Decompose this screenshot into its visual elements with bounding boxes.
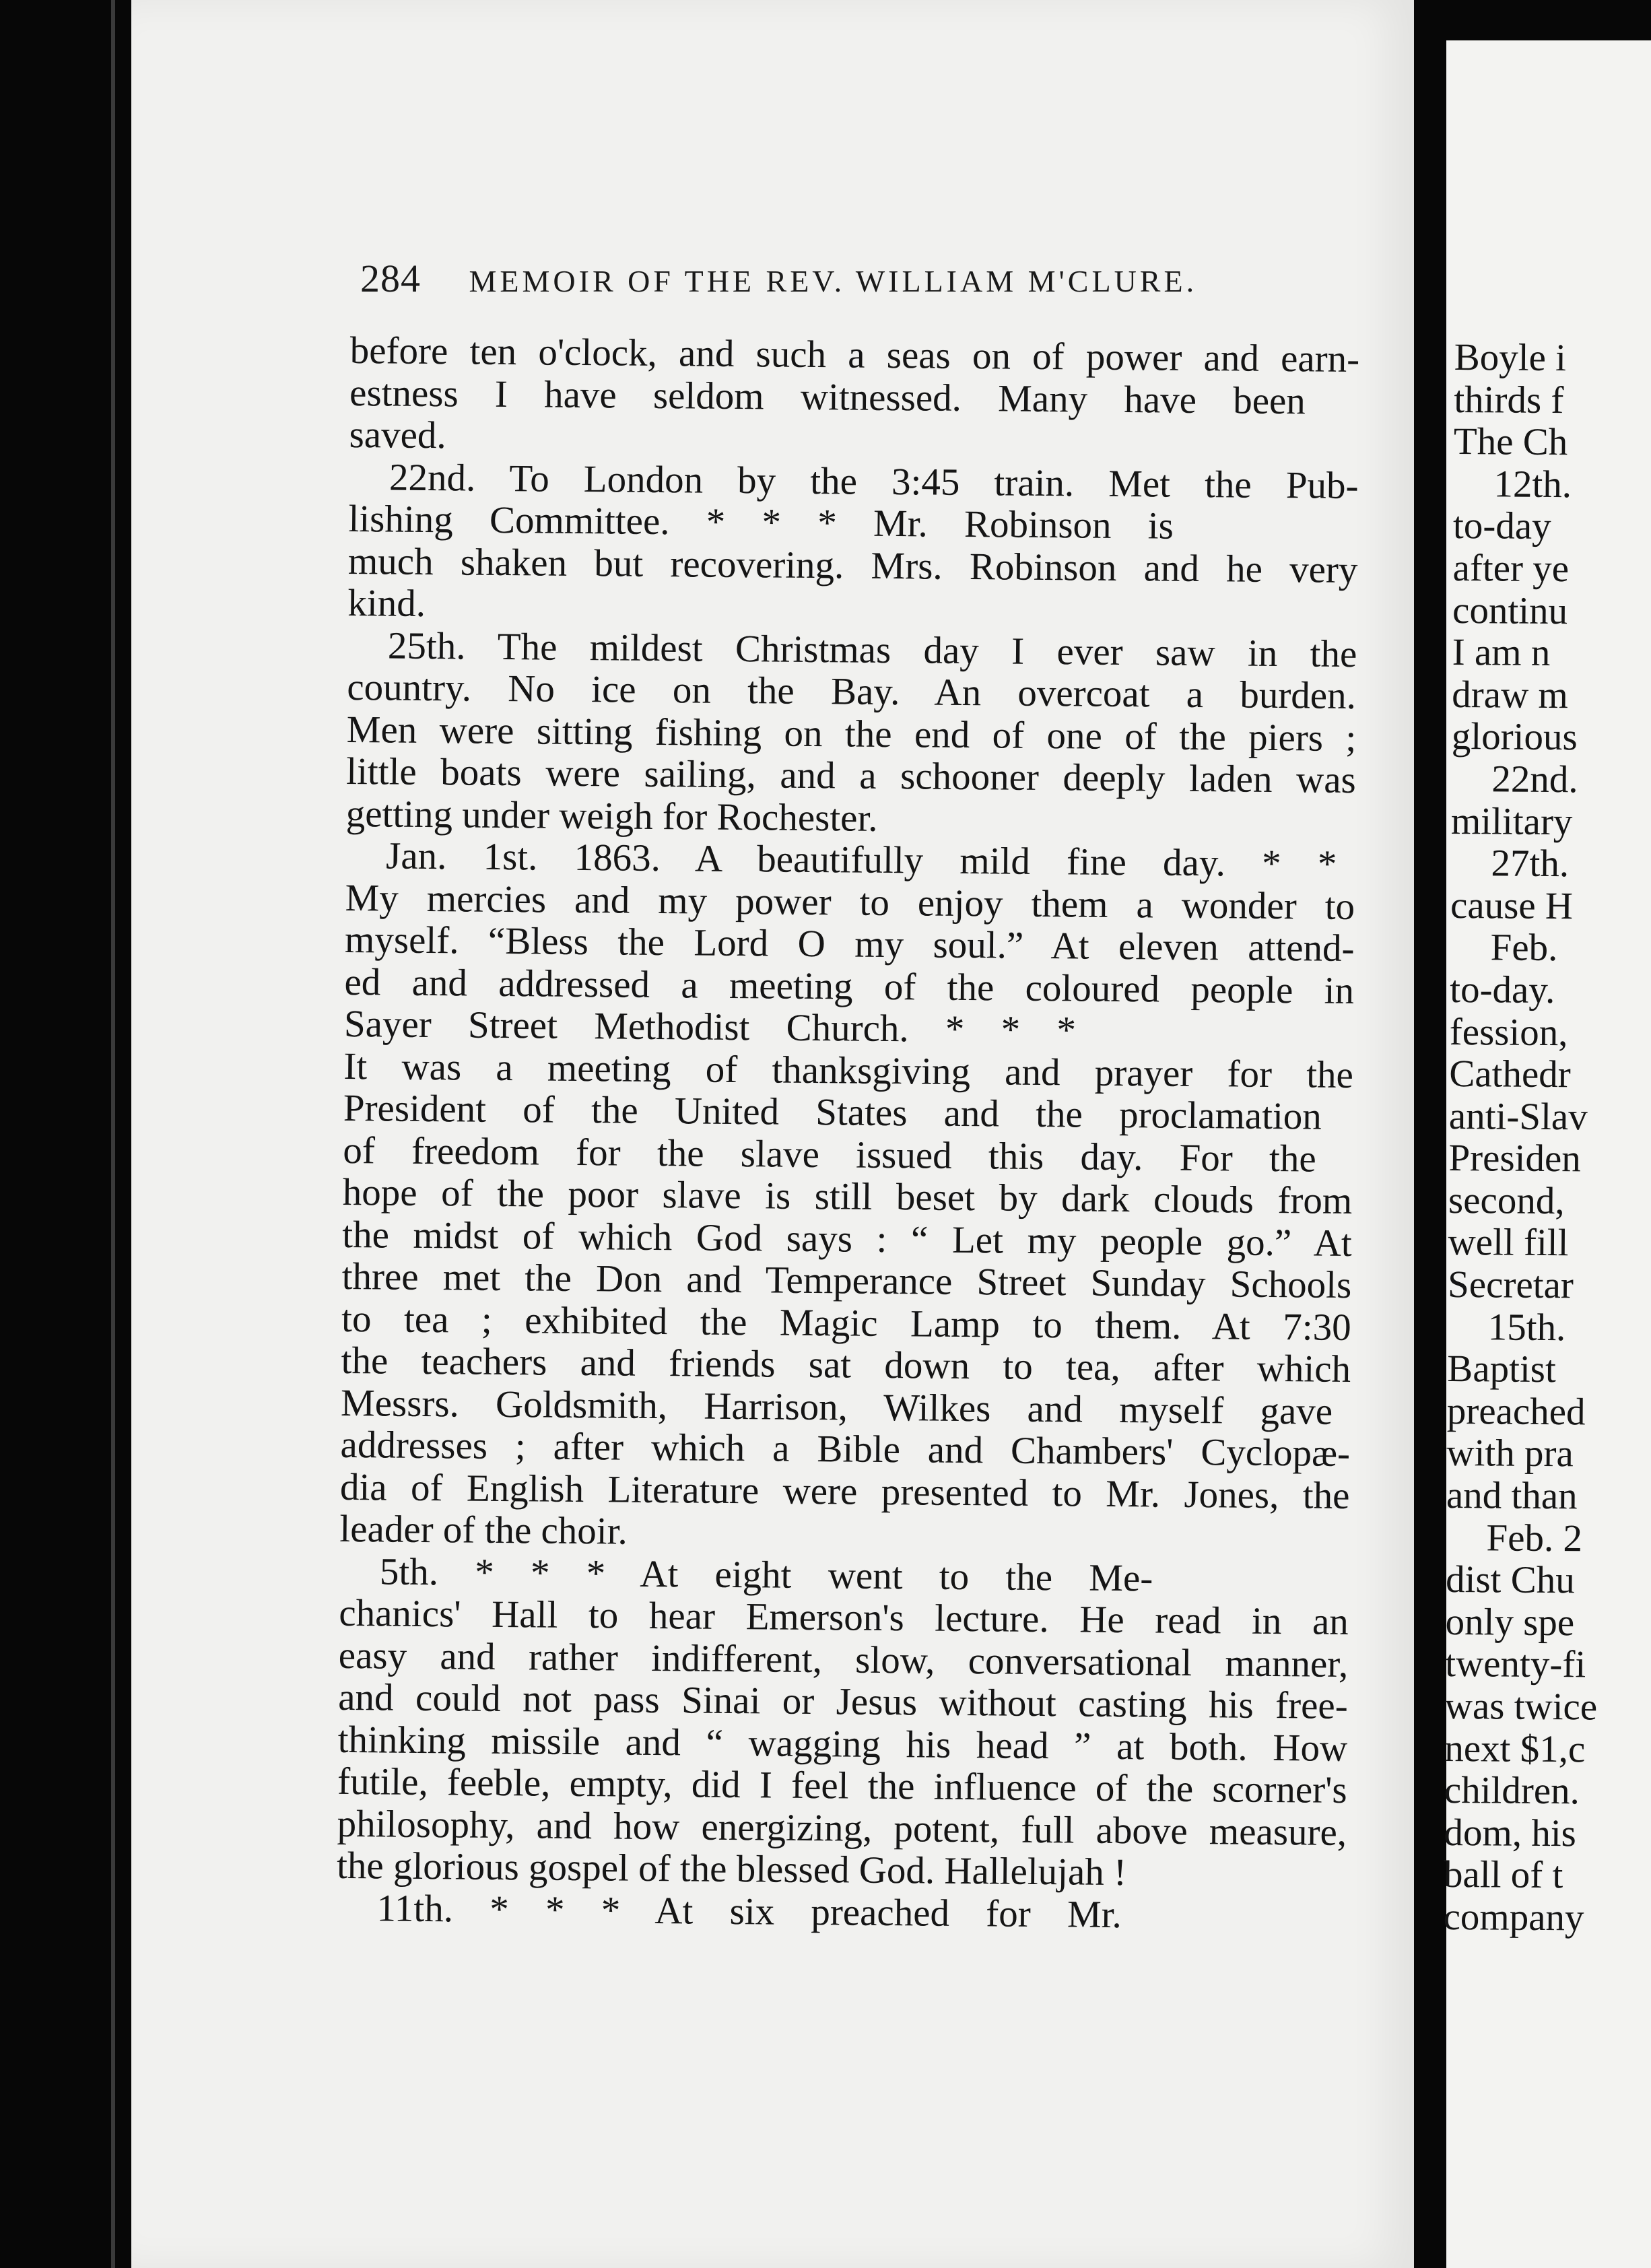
right-text-line: Secretar <box>1447 1263 1574 1307</box>
right-text-line: second, <box>1448 1178 1565 1223</box>
text-line-content: philosophy, and how energizing, potent, full above measure, <box>337 1802 1347 1854</box>
running-head <box>360 256 1303 301</box>
text-line-content: President of the United States and the proclamation <box>343 1086 1322 1138</box>
right-text-line: anti-Slav <box>1448 1094 1588 1139</box>
right-text-line: fession, <box>1449 1010 1568 1054</box>
right-text-line: cause H <box>1450 883 1574 927</box>
text-line-content: 25th. The mildest Christmas day I ever saw in the <box>387 624 1357 675</box>
text-line-content: lishing Committee. * * * Mr. Robinson is <box>348 497 1174 547</box>
right-text-line: military <box>1450 799 1573 843</box>
text-line-content: Sayer Street Methodist Church. * * * <box>343 1002 1077 1052</box>
right-text-line: dist Chu <box>1445 1558 1575 1602</box>
right-text-line: Presiden <box>1448 1137 1582 1180</box>
text-line-content: ed and addressed a meeting of the coloured people in <box>344 960 1355 1012</box>
right-page-body <box>1443 337 1651 1940</box>
right-text-line: ball of t <box>1443 1853 1563 1897</box>
right-text-line: 12th. <box>1493 463 1572 506</box>
page-number: 284 <box>360 257 421 300</box>
text-line-content: much shaken but recovering. Mrs. Robinson and he very <box>347 539 1358 591</box>
right-text-line: next $1,c <box>1444 1727 1586 1771</box>
right-text-line: draw m <box>1452 673 1569 716</box>
text-line-content: Men were sitting fishing on the end of one of the piers ; <box>346 708 1357 760</box>
right-text-line: continu <box>1452 589 1568 632</box>
text-line-content: little boats were sailing, and a schooner deeply laden was <box>346 749 1356 802</box>
right-text-line: Cathedr <box>1449 1053 1572 1096</box>
right-text-line: preached <box>1446 1389 1586 1434</box>
text-line-content: country. No ice on the Bay. An overcoat a burden. <box>347 665 1357 718</box>
right-text-line: children. <box>1444 1769 1580 1813</box>
text-line-content: kind. <box>347 581 426 625</box>
text-line-content: the midst of which God says : “ Let my people go.” At <box>342 1213 1352 1265</box>
text-line-content: 22nd. To London by the 3:45 train. Met the Pub- <box>389 456 1359 507</box>
right-text-line: Baptist <box>1447 1347 1557 1391</box>
right-text-line: to-day. <box>1450 968 1555 1011</box>
right-text-line: 22nd. <box>1491 758 1578 801</box>
text-line-content: and could not pass Sinai or Jesus without casting his free- <box>338 1675 1349 1728</box>
text-line-content: futile, feeble, empty, did I feel the influence of the scorner's <box>337 1760 1347 1812</box>
text-line <box>349 372 1359 423</box>
text-line-content: easy and rather indifferent, slow, conversational manner, <box>338 1634 1349 1686</box>
text-line-content: chanics' Hall to hear Emerson's lecture. He read in an <box>339 1591 1349 1644</box>
text-line-content: addresses ; after which a Bible and Chambers' Cyclopæ- <box>340 1423 1351 1475</box>
right-text-line: after ye <box>1452 546 1570 591</box>
left-page-body <box>336 330 1360 1938</box>
right-text-line: only spe <box>1445 1600 1575 1644</box>
text-line-content: saved. <box>349 413 446 457</box>
right-text-line: to-day <box>1452 504 1551 548</box>
right-text-line: with pra <box>1446 1432 1574 1475</box>
right-text-line: 15th. <box>1487 1306 1566 1349</box>
right-text-line: company <box>1443 1895 1584 1939</box>
text-line-content: hope of the poor slave is still beset by dark clouds from <box>342 1170 1353 1223</box>
right-text-line: glorious <box>1451 715 1578 759</box>
text-line-content: three met the Don and Temperance Street Sunday Schools <box>341 1255 1352 1307</box>
right-text-line: and than <box>1446 1473 1578 1518</box>
right-text-line: Feb. <box>1490 926 1558 970</box>
text-line-content: the glorious gospel of the blessed God. Hallelujah ! <box>336 1844 1127 1894</box>
right-text-line: twenty-fi <box>1445 1642 1586 1686</box>
text-line-content: getting under weigh for Rochester. <box>345 792 878 840</box>
text-line-content: 11th. * * * At six preached for Mr. <box>376 1886 1122 1936</box>
text-line-content: estness I have seldom witnessed. Many have been <box>349 371 1306 422</box>
text-line-content: myself. “Bless the Lord O my soul.” At eleven attend- <box>344 918 1355 970</box>
right-text-line: dom, his <box>1444 1811 1577 1855</box>
right-text-line: Feb. 2 <box>1486 1516 1583 1560</box>
text-line <box>348 540 1358 591</box>
text-line-content: Messrs. Goldsmith, Harrison, Wilkes and myself gave <box>340 1381 1333 1433</box>
right-text-line: thirds f <box>1454 378 1564 422</box>
text-line-content: Jan. 1st. 1863. A beautifully mild fine day. * * <box>385 834 1337 886</box>
text-line-content: 5th. * * * At eight went to the Me- <box>379 1549 1153 1599</box>
right-text-line: I am n <box>1452 631 1551 675</box>
running-head-title: MEMOIR OF THE REV. WILLIAM M'CLURE. <box>469 264 1198 298</box>
text-line-content: of freedom for the slave issued this day. For the <box>343 1129 1316 1180</box>
text-line-content: dia of English Literature were presented to Mr. Jones, the <box>339 1465 1350 1517</box>
text-line-content: to tea ; exhibited the Magic Lamp to them. At 7:30 <box>341 1297 1351 1349</box>
right-text-line: The Ch <box>1453 420 1568 464</box>
text-line-content: before ten o'clock, and such a seas on of power and earn- <box>349 329 1360 381</box>
text-line-content: It was a meeting of thanksgiving and prayer for the <box>343 1044 1354 1096</box>
page-edge-shadow <box>111 0 115 2268</box>
text-line <box>336 1887 1346 1938</box>
text-line-content: the teachers and friends sat down to tea, after which <box>341 1339 1351 1391</box>
right-text-line: was twice <box>1444 1684 1598 1729</box>
text-line-content: thinking missile and “ wagging his head ” at both. How <box>337 1718 1348 1770</box>
right-text-line: Boyle i <box>1454 336 1567 380</box>
right-text-line: well fill <box>1448 1221 1569 1265</box>
text-line-content: My mercies and my power to enjoy them a wonder to <box>345 876 1355 928</box>
right-text-line: 27th. <box>1491 842 1570 886</box>
text-line-content: leader of the choir. <box>339 1507 628 1553</box>
